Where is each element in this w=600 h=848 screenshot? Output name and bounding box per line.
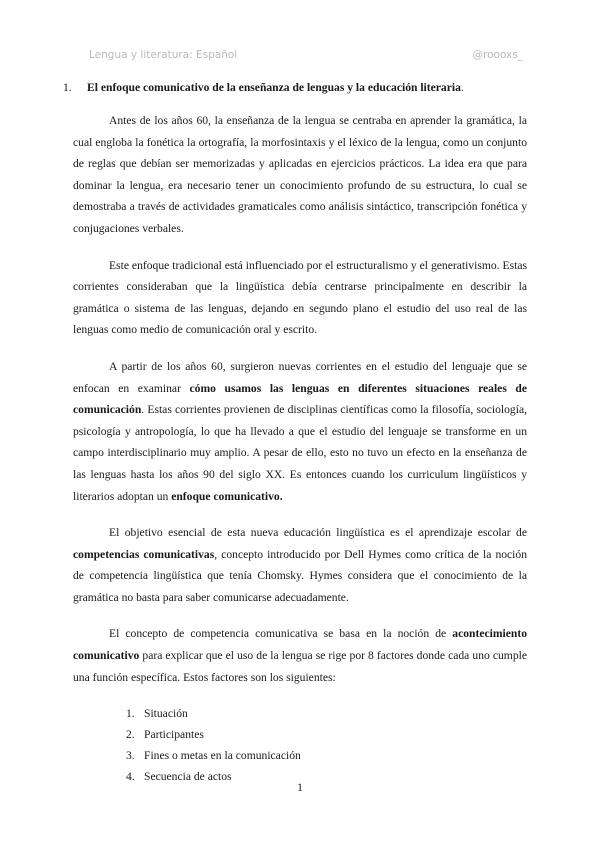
paragraph-3-text: . Estas corrientes provienen de disciplinas científicas como la filosofía, sociología, psicología y antropología, lo que ha llevado a que el estudio del lenguaje se transforme en un campo interdisciplinario muy amplio. A pesar de ello, esto no tuvo un efecto en la enseñanza de las lenguas hasta los años 90 del siglo XX. Es entonces cuando los curriculum lingüísticos y literarios adoptan un bbox=[73, 403, 527, 503]
section-title-period: . bbox=[460, 81, 464, 94]
emphasis-communicative-event: acontecimiento comunicativo bbox=[73, 627, 527, 663]
paragraph-4-text: , concepto introducido por Dell Hymes como crítica de la noción de competencia lingüística que tenía Chomsky. Hymes considera que el conocimiento de la gramática no basta para saber comunicarse adecuadamente. bbox=[73, 547, 527, 604]
section-heading bbox=[63, 79, 527, 97]
list-item-number: 3. bbox=[126, 749, 135, 763]
section-number: 1. bbox=[63, 81, 72, 94]
list-item-label: Fines o metas en la comunicación bbox=[144, 749, 301, 763]
factors-list bbox=[73, 703, 527, 787]
list-item bbox=[73, 745, 527, 766]
list-item-label: Participantes bbox=[144, 728, 204, 742]
emphasis-communicative-approach: enfoque comunicativo. bbox=[171, 489, 283, 503]
header-author-handle: @roooxs_ bbox=[472, 49, 523, 61]
emphasis-how-we-use-languages: cómo usamos las lenguas en diferentes situaciones reales de comunicación bbox=[73, 381, 528, 417]
paragraph-5 bbox=[73, 623, 527, 688]
paragraph-2: Este enfoque tradicional está influenciado por el estructuralismo y el generativismo. Estas corrientes consideraban que la lingüística debía centrarse principalmente en describir la gramática o sistema de las lenguas, dejando en segundo plano el estudio del uso real de las lenguas como medio de comunicación oral y escrito. bbox=[73, 258, 527, 337]
paragraph-3 bbox=[73, 356, 527, 507]
list-item-label: Situación bbox=[144, 707, 188, 721]
paragraph-1: Antes de los años 60, la enseñanza de la lengua se centraba en aprender la gramática, la cual engloba la fonética la ortografía, la morfosintaxis y el léxico de la lengua, como un conjunto de reglas que debían ser memorizadas y aplicadas en ejercicios prácticos. La idea era que para dominar la lengua, era necesario tener un conocimiento profundo de su estructura, lo cual se demostraba a través de actividades gramaticales como análisis sintáctico, transcripción fonética y conjugaciones verbales. bbox=[73, 114, 527, 235]
paragraph-3-text: A partir de los años 60, surgieron nuevas corrientes en el estudio del lenguaje que se enfocan en examinar bbox=[73, 359, 527, 395]
header-subject: Lengua y literatura: Español bbox=[89, 49, 238, 61]
list-item-number: 2. bbox=[126, 728, 135, 742]
section-title: El enfoque comunicativo de la enseñanza de lenguas y la educación literaria bbox=[87, 81, 461, 94]
page-header bbox=[89, 49, 523, 65]
paragraph-5-text: para explicar que el uso de la lengua se rige por 8 factores donde cada uno cumple una función específica. Estos factores son los siguientes: bbox=[73, 649, 527, 684]
paragraph-5-text: El concepto de competencia comunicativa se basa en la noción de bbox=[109, 627, 453, 641]
list-item-label: Secuencia de actos bbox=[144, 770, 232, 784]
list-item bbox=[73, 703, 527, 724]
paragraph-4-text: El objetivo esencial de esta nueva educación lingüística es el aprendizaje escolar de bbox=[109, 526, 527, 540]
emphasis-communicative-competences: competencias comunicativas bbox=[73, 547, 215, 561]
document-body bbox=[63, 79, 528, 787]
list-item bbox=[73, 724, 527, 745]
page-number: 1 bbox=[297, 780, 303, 794]
paragraph-4 bbox=[73, 522, 527, 608]
list-item-number: 1. bbox=[126, 707, 135, 721]
list-item-number: 4. bbox=[126, 770, 135, 784]
